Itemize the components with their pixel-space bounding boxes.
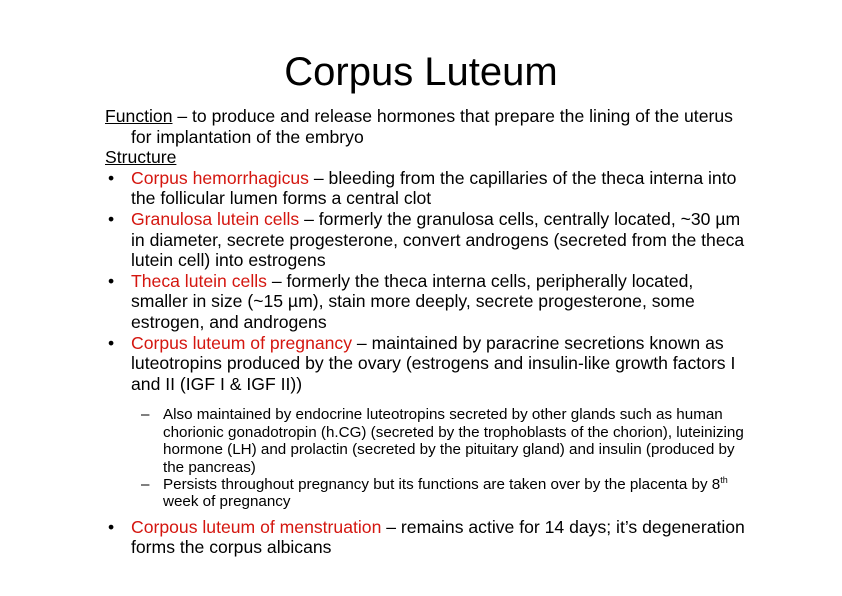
sub-bullet-text-before: Persists throughout pregnancy but its functions are taken over by the placenta by 8 (163, 475, 721, 493)
bullet-text: – formerly the granulosa cells, centrally located, ~30 µm in diameter, secrete progesterone, convert androgens (secreted from the theca lutein cell) into estrogens (131, 208, 745, 271)
dash-icon: – (141, 475, 150, 493)
structure-label: Structure (105, 147, 177, 168)
bullet-term: Corpus hemorrhagicus (131, 167, 309, 188)
bullet-text: – formerly the theca interna cells, peripherally located, smaller in size (~15 µm), stain more deeply, secrete progesterone, some estrogen, and androgens (131, 270, 695, 332)
bullet-icon: • (108, 208, 115, 229)
sub-bullet-text: Also maintained by endocrine luteotropins secreted by other glands such as human chorionic gonadotropin (h.CG) (secreted by the trophoblasts of the chorion), luteinizing hormone (LH) and prolactin (secreted by the pituitary gland) and insulin (produced by the pancreas) (163, 406, 744, 476)
bullet-text: – remains active for 14 days; it’s degeneration forms the corpus albicans (131, 516, 745, 558)
slide-body (105, 106, 745, 558)
bullet-corpus-luteum-of-menstruation (105, 517, 745, 558)
function-paragraph (105, 106, 745, 147)
bullet-icon: • (108, 270, 115, 291)
bullet-granulosa-lutein-cells (105, 209, 745, 271)
dash-icon: – (141, 406, 150, 424)
bullet-icon: • (108, 167, 115, 188)
sub-bullet-text-after: week of pregnancy (163, 493, 291, 511)
bullet-icon: • (108, 332, 115, 353)
structure-heading (105, 147, 745, 168)
bullet-text: – bleeding from the capillaries of the theca interna into the follicular lumen forms a central clot (131, 167, 737, 209)
function-label: Function (105, 106, 173, 126)
bullet-icon: • (108, 516, 115, 537)
bullet-corpus-hemorrhagicus (105, 168, 745, 209)
bullet-corpus-luteum-of-pregnancy (105, 333, 745, 395)
bullet-theca-lutein-cells (105, 271, 745, 333)
bullet-term: Theca lutein cells (131, 270, 267, 291)
bullet-text: – maintained by paracrine secretions known as luteotropins produced by the ovary (estrogens and insulin-like growth factors I and II (IGF I & IGF II)) (131, 332, 736, 394)
function-text: – to produce and release hormones that prepare the lining of the uterus for implantation of the embryo (131, 106, 733, 147)
sub-bullet-endocrine-luteotropins (105, 406, 745, 476)
sub-bullet-list (105, 406, 745, 510)
slide-title: Corpus Luteum (284, 50, 558, 94)
bullet-term: Granulosa lutein cells (131, 208, 300, 229)
bullet-term: Corpus luteum of pregnancy (131, 332, 353, 353)
bullet-term: Corpous luteum of menstruation (131, 516, 382, 537)
sub-bullet-persists-throughout-pregnancy (105, 476, 745, 511)
ordinal-superscript: th (720, 474, 728, 485)
